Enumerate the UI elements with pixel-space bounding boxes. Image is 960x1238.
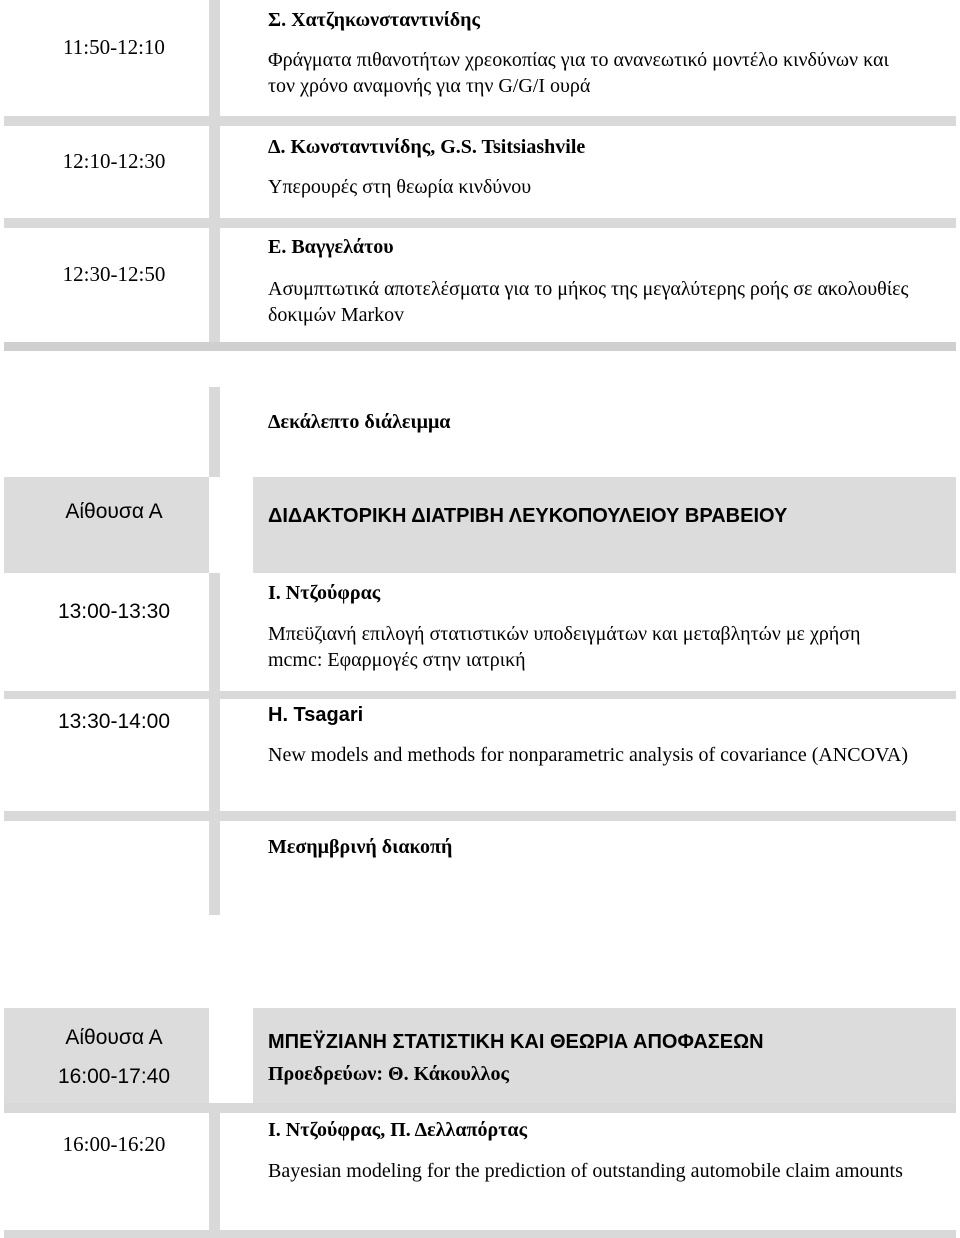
talk-title: Bayesian modeling for the prediction of outstanding automobile claim amounts <box>268 1160 903 1182</box>
talk-time: 16:00-16:20 <box>62 1132 166 1156</box>
session-time: 11:50-12:10 <box>63 35 165 59</box>
room-label: Αίθουσα Α <box>65 500 163 523</box>
talk-speaker: Ι. Ντζούφρας, Π. Δελλαπόρτας <box>268 1119 528 1141</box>
row-divider <box>4 1230 956 1238</box>
room-label: Αίθουσα Α <box>65 1026 163 1049</box>
column-divider <box>209 1113 220 1230</box>
column-divider <box>209 477 253 573</box>
session-time: 12:10-12:30 <box>62 149 166 173</box>
talk-time: 13:00-13:30 <box>57 600 171 623</box>
row-divider <box>4 1103 956 1113</box>
talk-title: Μπεϋζιανή επιλογή στατιστικών υποδειγμάτων και μεταβλητών με χρήση mcmc: Εφαρμογές στην ιατρική <box>268 623 861 671</box>
row-divider <box>4 811 956 821</box>
session-speaker: Ε. Βαγγελάτου <box>268 236 394 258</box>
row-divider <box>4 691 956 699</box>
break-label: Δεκάλεπτο διάλειμμα <box>268 411 451 433</box>
talk-speaker: H. Tsagari <box>268 704 364 726</box>
row-divider <box>4 116 956 126</box>
session-title: Ασυμπτωτικά αποτελέσματα για το μήκος της μεγαλύτερης ροής σε ακολουθίες δοκιμών Markov <box>268 278 909 326</box>
column-divider <box>209 821 220 915</box>
session-title: Φράγματα πιθανοτήτων χρεοκοπίας για το ανανεωτικό μοντέλο κινδύνων και τον χρόνο αναμονής για την G/G/I ουρά <box>268 49 889 97</box>
column-divider <box>209 573 220 691</box>
section-time: 16:00-17:40 <box>57 1065 171 1088</box>
talk-time: 13:30-14:00 <box>57 710 171 733</box>
session-speaker: Σ. Χατζηκωνσταντινίδης <box>268 9 480 31</box>
row-divider <box>4 218 956 228</box>
session-speaker: Δ. Κωνσταντινίδης, G.S. Tsitsiashvile <box>268 136 586 158</box>
talk-speaker: Ι. Ντζούφρας <box>268 582 381 604</box>
talk-title: New models and methods for nonparametric analysis of covariance (ANCOVA) <box>268 744 908 766</box>
section-heading: ΔΙΔΑΚΤΟΡΙΚΗ ΔΙΑΤΡΙΒΗ ΛΕΥΚΟΠΟΥΛΕΙΟΥ ΒΡΑΒΕΙΟΥ <box>268 505 788 527</box>
break-label: Μεσημβρινή διακοπή <box>268 836 453 858</box>
session-title: Υπερουρές στη θεωρία κινδύνου <box>268 176 532 198</box>
row-divider <box>4 342 956 351</box>
session-chair: Προεδρεύων: Θ. Κάκουλλος <box>268 1063 509 1085</box>
column-divider <box>209 387 220 477</box>
section-heading: ΜΠΕΫΖΙΑΝΗ ΣΤΑΤΙΣΤΙΚΗ ΚΑΙ ΘΕΩΡΙΑ ΑΠΟΦΑΣΕΩΝ <box>268 1031 764 1053</box>
session-time: 12:30-12:50 <box>62 262 166 286</box>
